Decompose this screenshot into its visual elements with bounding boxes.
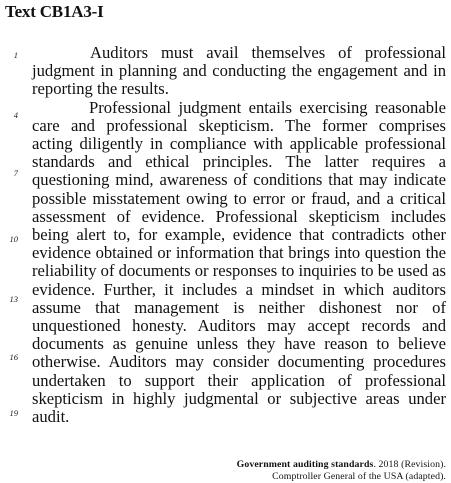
source-line-1: [237, 459, 446, 471]
line-number-10: 10: [9, 234, 18, 244]
source-title: Government auditing standards: [236, 459, 374, 470]
source-edition: . 2018 (Revision).: [373, 459, 446, 470]
paragraph-1: Auditors must avail themselves of professional judgment in planning and conducting the engagement and in reporting the results.: [32, 43, 446, 99]
line-number-7: 7: [13, 168, 18, 178]
paragraph-2: Professional judgment entails exercising reasonable care and professional skepticism. The former comprises acting diligently in compliance with applicable professional standards and ethical principles. The latter requires a questioning mind, awareness of conditions that may indicate possible misstatement owing to error or fraud, and a critical assessment of evidence. Professional skepticism includes being alert to, for example, evidence that contradicts other evidence obtained or information that brings into question the reliability of documents or responses to inquiries to be used as evidence. Further, it includes a mindset in which auditors assume that management is neither dishonest nor of unquestioned honesty. Auditors may accept records and documents as genuine unless they have reason to believe otherwise. Auditors may consider documenting procedures undertaken to support their application of professional skepticism in highly judgmental or subjective areas under audit.: [32, 97, 446, 427]
text-title: Text CB1A3-I: [5, 2, 104, 21]
source-citation: [237, 459, 446, 483]
line-number-1: 1: [13, 50, 18, 60]
source-line-2: Comptroller General of the USA (adapted).: [272, 471, 446, 482]
line-number-13: 13: [9, 294, 18, 304]
line-number-4: 4: [13, 110, 18, 120]
body-text: [32, 44, 446, 426]
line-number-19: 19: [9, 408, 18, 418]
line-number-16: 16: [9, 352, 18, 362]
